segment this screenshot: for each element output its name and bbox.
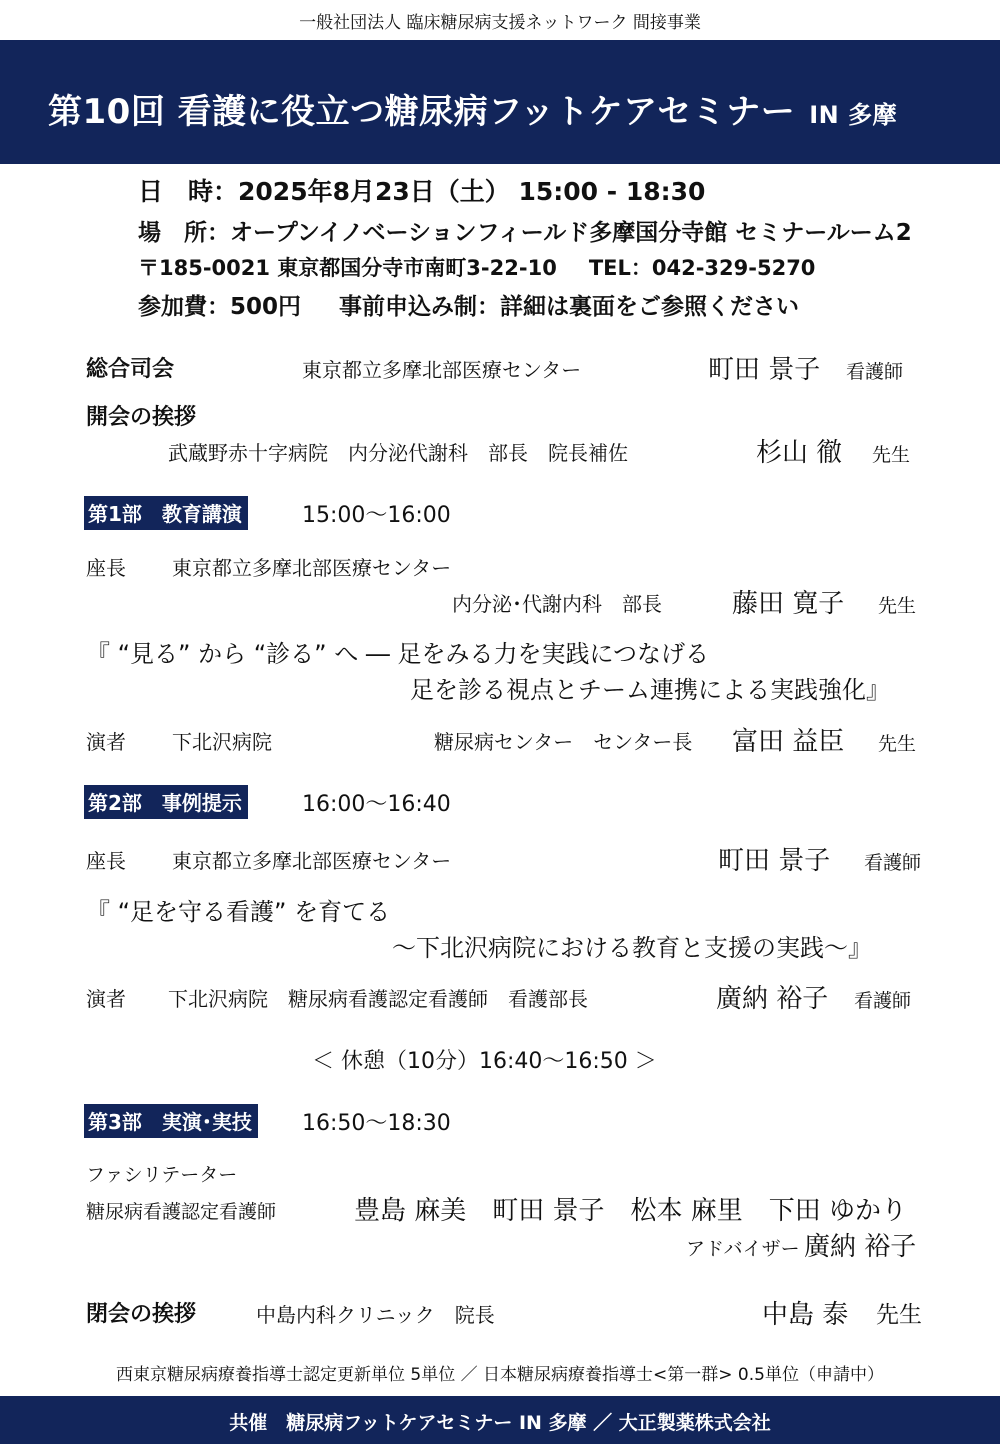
title-main: 第10回 看護に役立つ糖尿病フットケアセミナー <box>48 92 796 132</box>
registration-text: 事前申込み制：詳細は裏面をご参照ください <box>339 294 800 320</box>
part2-chair-label: 座長 <box>86 849 126 873</box>
organizer-text: 一般社団法人 臨床糖尿病支援ネットワーク 間接事業 <box>299 13 701 33</box>
part2-speaker-title: 看護師 <box>854 990 912 1012</box>
opening-org: 武蔵野赤十字病院 内分泌代謝科 部長 院長補佐 <box>168 441 628 465</box>
part1-time: 15:00～16:00 <box>302 503 451 528</box>
mc-org: 東京都立多摩北部医療センター <box>302 358 582 382</box>
part1-chair-org: 東京都立多摩北部医療センター <box>172 556 452 580</box>
closing-label: 閉会の挨拶 <box>86 1302 197 1327</box>
part2-speaker-label: 演者 <box>86 987 126 1011</box>
part3-facilitator-label: ファシリテーター <box>86 1164 238 1186</box>
part1-speaker-org: 下北沢病院 <box>172 730 272 754</box>
datetime-value: 2025年8月23日（土） 15:00 - 18:30 <box>238 177 706 206</box>
title-banner <box>0 40 1000 164</box>
venue-value: オープンイノベーションフィールド多摩国分寺館 セミナールーム2 <box>230 220 912 246</box>
part3-advisor-label: アドバイザー <box>686 1238 800 1260</box>
title-suffix: IN 多摩 <box>809 101 898 129</box>
part2-chair-org: 東京都立多摩北部医療センター <box>172 849 452 873</box>
part2-badge: 第2部 事例提示 <box>84 785 248 819</box>
footer-band <box>0 1396 1000 1444</box>
event-datetime <box>138 172 705 208</box>
part2-chair-name: 町田 景子 <box>718 846 831 876</box>
part1-speaker-dept: 糖尿病センター センター長 <box>434 730 693 754</box>
part1-lecture-line1: 『 “見る” から “診る” へ ― 足をみる力を実践につなげる <box>86 640 710 668</box>
mc-title: 看護師 <box>846 361 904 383</box>
event-address <box>138 252 815 282</box>
tel-text: TEL：042-329-5270 <box>588 256 816 280</box>
event-venue <box>138 214 912 247</box>
venue-label: 場 所： <box>138 220 230 246</box>
opening-name: 杉山 徹 <box>756 438 843 468</box>
opening-label: 開会の挨拶 <box>86 405 197 430</box>
fee-text: 参加費：500円 <box>138 294 302 320</box>
address-text: 〒185-0021 東京都国分寺市南町3-22-10 <box>138 256 557 280</box>
closing-name: 中島 泰 <box>762 1300 849 1330</box>
break-text: ＜ 休憩（10分）16:40～16:50 ＞ <box>312 1049 657 1074</box>
part3-time: 16:50～18:30 <box>302 1111 451 1136</box>
part1-chair-title: 先生 <box>878 595 917 617</box>
part3-facilitator-role: 糖尿病看護認定看護師 <box>86 1201 277 1223</box>
part1-chair-name: 藤田 寛子 <box>732 589 845 619</box>
page-title <box>48 84 897 133</box>
opening-title: 先生 <box>872 444 911 466</box>
part3-badge: 第3部 実演･実技 <box>84 1104 258 1138</box>
footer-text: 共催 糖尿病フットケアセミナー IN 多摩 ／ 大正製薬株式会社 <box>229 1412 771 1434</box>
part1-badge: 第1部 教育講演 <box>84 496 248 530</box>
part2-time: 16:00～16:40 <box>302 792 451 817</box>
part1-speaker-name: 富田 益臣 <box>732 727 845 757</box>
part2-case-line1: 『 “足を守る看護” を育てる <box>86 898 391 926</box>
event-fee-row <box>138 288 799 321</box>
closing-org: 中島内科クリニック 院長 <box>256 1303 495 1327</box>
part3-facilitators: 豊島 麻美 町田 景子 松本 麻里 下田 ゆかり <box>354 1196 908 1226</box>
credits-text: 西東京糖尿病療養指導士認定更新単位 5単位 ／ 日本糖尿病療養指導士<第一群> 0.5単位（申請中） <box>116 1365 884 1385</box>
part1-lecture-line2: 足を診る視点とチーム連携による実践強化』 <box>410 676 890 704</box>
mc-label: 総合司会 <box>86 357 175 382</box>
part2-speaker-name: 廣納 裕子 <box>716 984 829 1014</box>
part1-chair-label: 座長 <box>86 556 126 580</box>
part3-advisor-name: 廣納 裕子 <box>804 1232 917 1262</box>
part2-chair-title: 看護師 <box>864 852 922 874</box>
part2-speaker-org: 下北沢病院 糖尿病看護認定看護師 看護部長 <box>168 987 588 1011</box>
datetime-label: 日 時： <box>138 177 239 206</box>
part1-speaker-label: 演者 <box>86 730 126 754</box>
closing-title: 先生 <box>876 1302 922 1328</box>
part2-case-line2: ～下北沢病院における教育と支援の実践～』 <box>392 934 872 962</box>
part1-chair-dept: 内分泌･代謝内科 部長 <box>452 592 662 616</box>
part1-speaker-title: 先生 <box>878 733 917 755</box>
mc-name: 町田 景子 <box>708 355 821 385</box>
